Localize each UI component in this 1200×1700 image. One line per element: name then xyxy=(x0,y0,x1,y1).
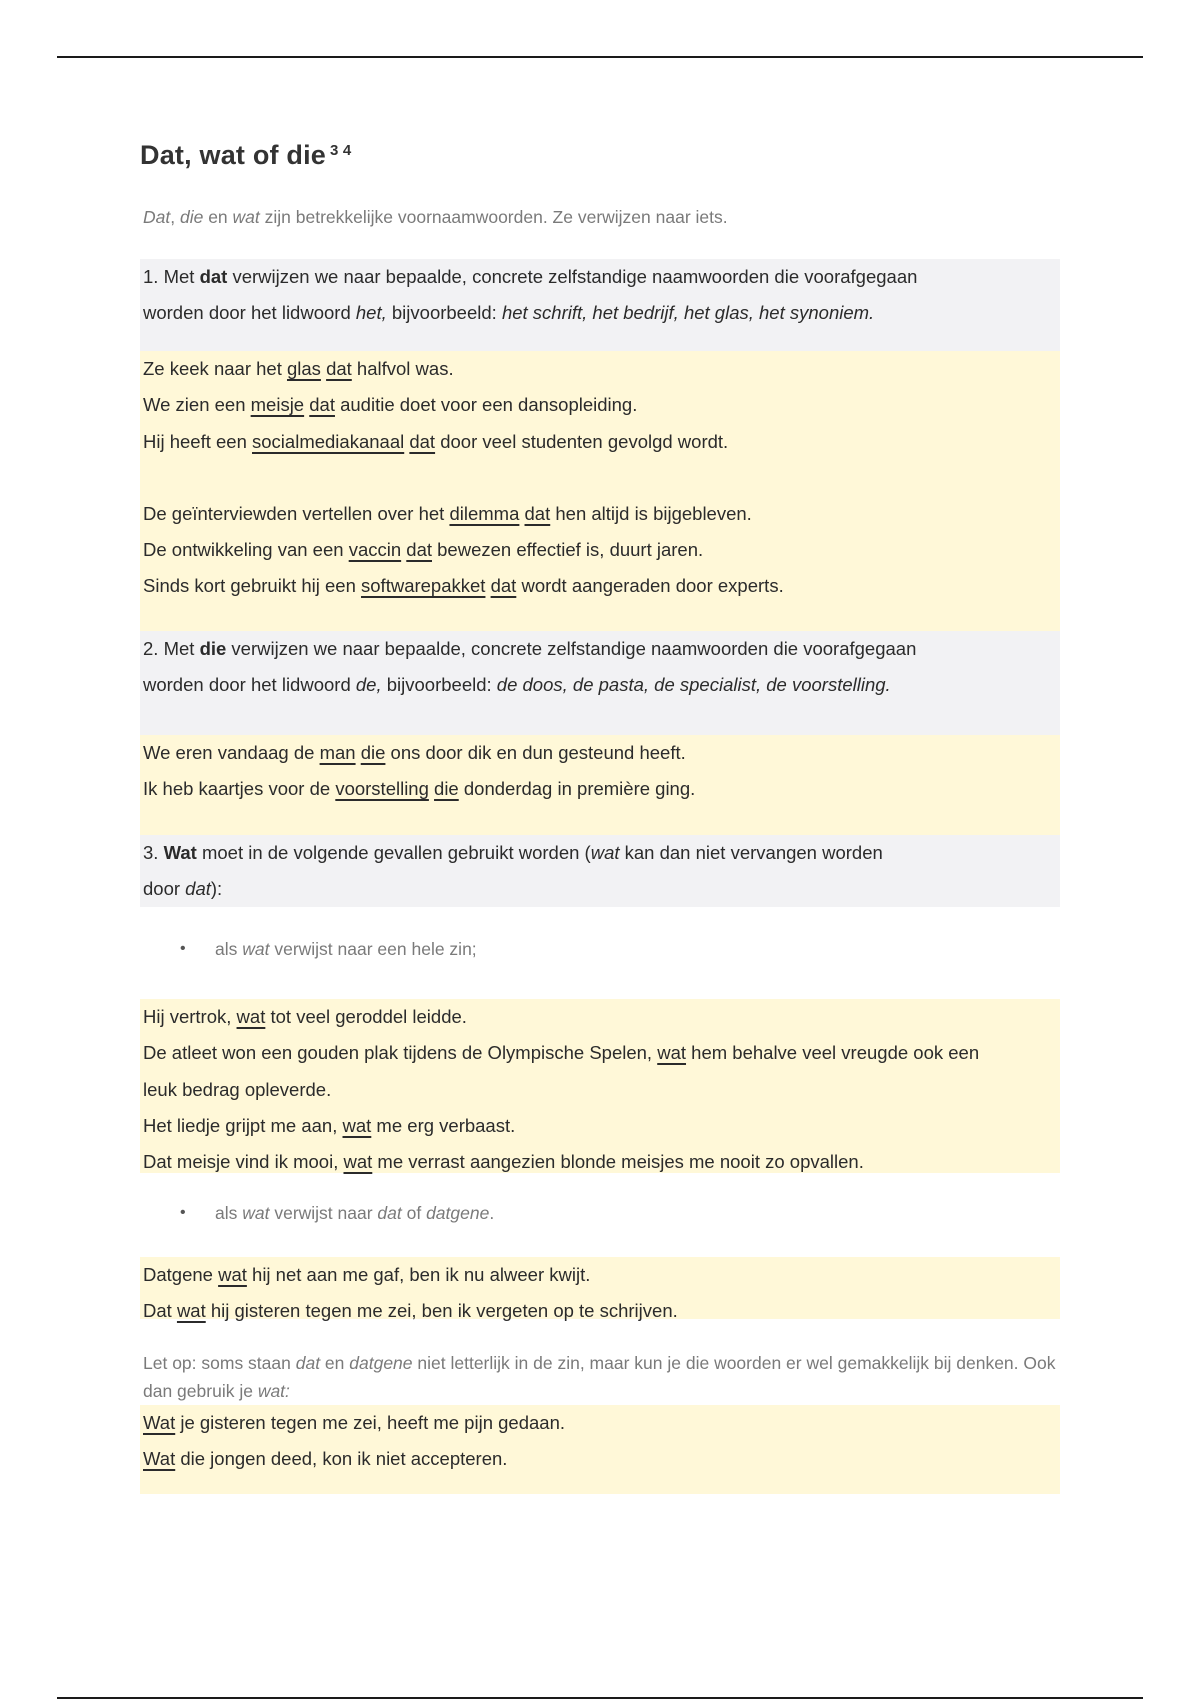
example-sentence: Dat meisje vind ik mooi, wat me verrast aangezien blonde meisjes me nooit zo opvallen. xyxy=(143,1151,864,1173)
example-sentence: Dat wat hij gisteren tegen me zei, ben ik vergeten op te schrijven. xyxy=(143,1300,678,1322)
rule-3-line-1: 3. Wat moet in de volgende gevallen gebruikt worden (wat kan dan niet vervangen worden xyxy=(143,842,883,863)
example-sentence: De atleet won een gouden plak tijdens de Olympische Spelen, wat hem behalve veel vreugde ook een xyxy=(143,1042,980,1064)
example-sentence: De geïnterviewden vertellen over het dilemma dat hen altijd is bijgebleven. xyxy=(143,502,752,524)
bullet-item-2 xyxy=(140,1201,1060,1257)
example-sentence: Hij heeft een socialmediakanaal dat door veel studenten gevolgd wordt. xyxy=(143,430,729,452)
example-sentence: We zien een meisje dat auditie doet voor een dansopleiding. xyxy=(143,394,638,416)
example-sentence: We eren vandaag de man die ons door dik en dun gesteund heeft. xyxy=(143,742,686,763)
bullet-text: als wat verwijst naar dat of datgene. xyxy=(215,1203,495,1223)
rule-2-line-2: worden door het lidwoord de, bijvoorbeeld: de doos, de pasta, de specialist, de voorstelling. xyxy=(143,674,891,696)
example-sentence: Sinds kort gebruikt hij een softwarepakket dat wordt aangeraden door experts. xyxy=(143,575,784,597)
example-sentence: Ik heb kaartjes voor de voorstelling die donderdag in première ging. xyxy=(143,778,696,800)
examples-5-box xyxy=(140,1405,1060,1494)
bullet-icon: • xyxy=(180,940,186,957)
rule-1-line-2: worden door het lidwoord het, bijvoorbeeld: het schrift, het bedrijf, het glas, het synoniem. xyxy=(143,302,875,324)
bottom-rule xyxy=(57,1697,1143,1699)
example-sentence: Datgene wat hij net aan me gaf, ben ik nu alweer kwijt. xyxy=(143,1264,591,1285)
example-sentence: Wat je gisteren tegen me zei, heeft me pijn gedaan. xyxy=(143,1412,565,1433)
example-sentence: Ze keek naar het glas dat halfvol was. xyxy=(143,358,454,379)
rule-1-box xyxy=(140,259,1060,351)
bullet-text: als wat verwijst naar een hele zin; xyxy=(215,939,477,959)
rule-1-line-1: 1. Met dat verwijzen we naar bepaalde, concrete zelfstandige naamwoorden die voorafgegaan xyxy=(143,266,918,287)
example-sentence: Hij vertrok, wat tot veel geroddel leidde. xyxy=(143,1006,467,1027)
bullet-icon: • xyxy=(180,1204,186,1221)
example-sentence-continued: leuk bedrag opleverde. xyxy=(143,1078,332,1100)
example-sentence: Wat die jongen deed, kon ik niet accepteren. xyxy=(143,1448,508,1470)
bullet-item-1 xyxy=(140,937,1060,999)
top-rule xyxy=(57,56,1143,58)
examples-4-box xyxy=(140,1257,1060,1322)
examples-3-box xyxy=(140,999,1060,1173)
document-body xyxy=(140,140,1060,1494)
rule-2-box xyxy=(140,631,1060,735)
example-sentence: De ontwikkeling van een vaccin dat bewezen effectief is, duurt jaren. xyxy=(143,539,704,561)
rule-3-box xyxy=(140,835,1060,907)
page-title: Dat, wat of die $^{3 4}$ xyxy=(140,140,352,170)
example-sentence: Het liedje grijpt me aan, wat me erg verbaast. xyxy=(143,1114,516,1136)
blank-line xyxy=(143,460,1057,496)
rule-3-line-2: door dat): xyxy=(143,878,223,900)
rule-2-line-1: 2. Met die verwijzen we naar bepaalde, concrete zelfstandige naamwoorden die voorafgegaan xyxy=(143,638,917,659)
examples-2-box xyxy=(140,735,1060,835)
footnote-refs: 3 4 xyxy=(330,142,352,159)
intro-text: Dat, die en wat zijn betrekkelijke voornaamwoorden. Ze verwijzen naar iets. xyxy=(143,207,728,227)
examples-1-box xyxy=(140,351,1060,631)
note-text: Let op: soms staan dat en datgene niet letterlijk in de zin, maar kun je die woorden er wel gemakkelijk bij denken. Ook dan gebruik je wat: xyxy=(143,1353,1056,1401)
